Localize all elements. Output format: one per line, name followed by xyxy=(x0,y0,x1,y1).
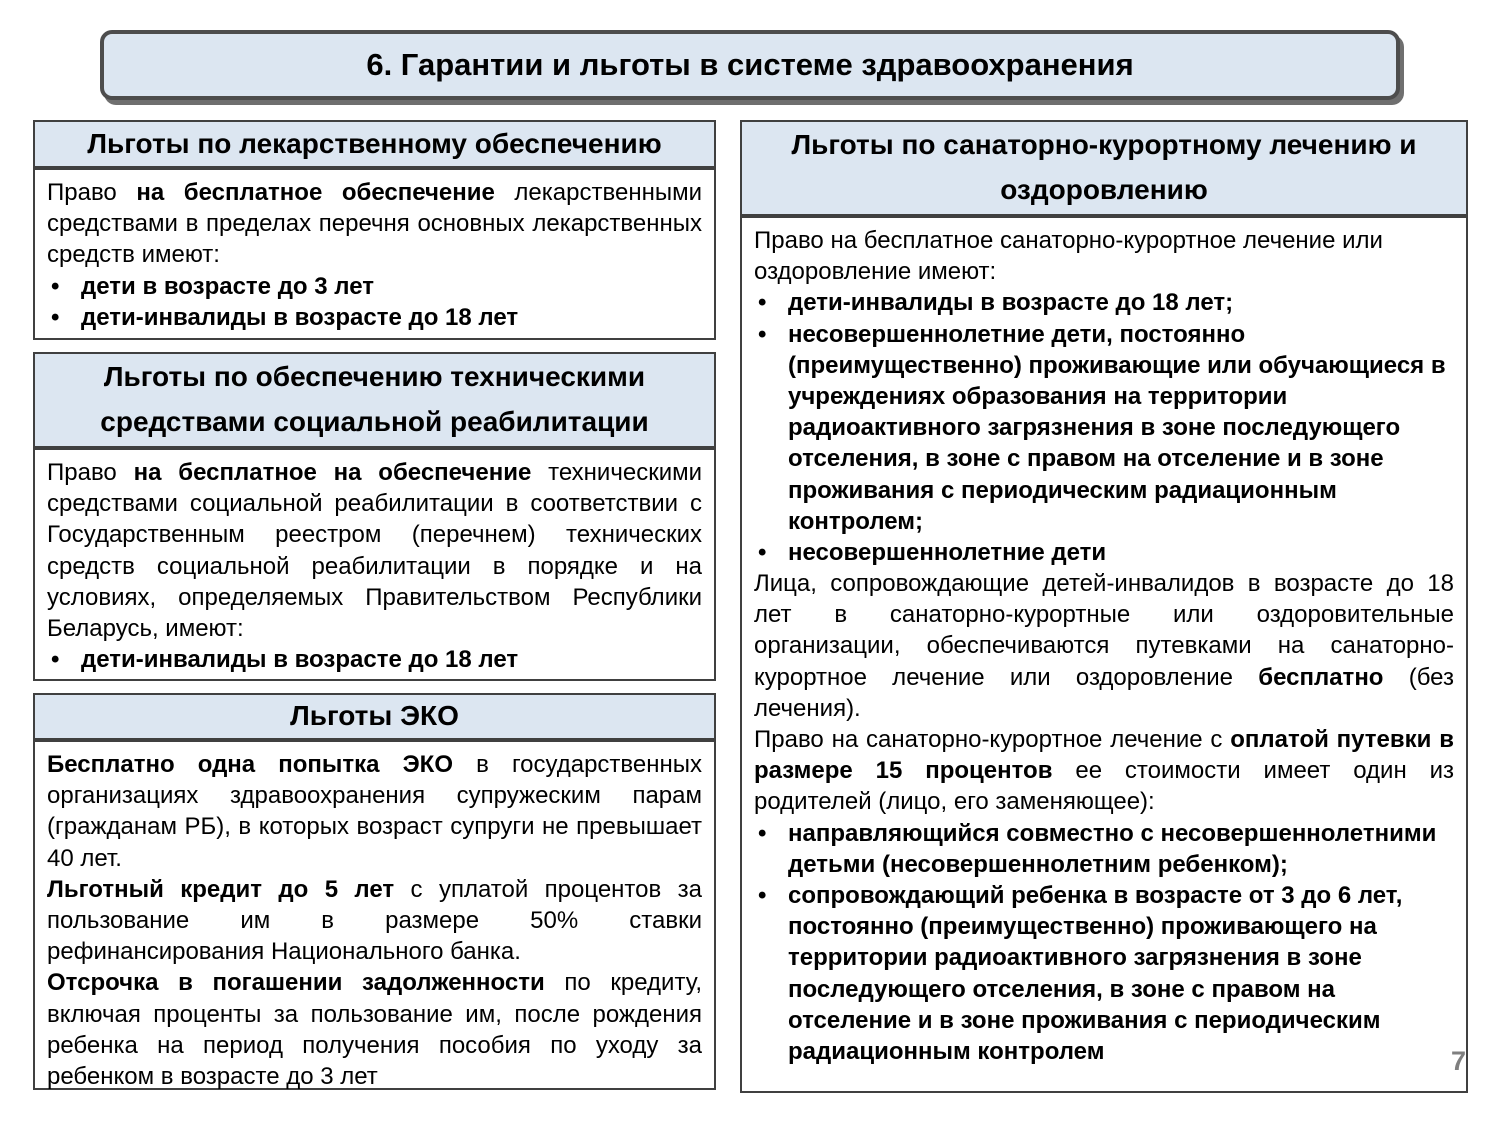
drug-benefits-body xyxy=(33,168,716,340)
bullet-dot-icon: • xyxy=(758,881,767,909)
tech-means-bullet-list xyxy=(47,644,702,675)
bullet-text: сопровождающий ребенка в возрасте от 3 до 6 лет, постоянно (преимущественно) проживающего на территории радиоактивного загрязнения в зоне последующего отселения, в зоне с правом на отселение и в зоне проживания с периодическим радиационным контролем xyxy=(788,881,1403,1065)
sanatorium-paragraph-accompany: Лица, сопровождающие детей-инвалидов в возрасте до 18 лет в санаторно-курортные или оздоровительные организации, обеспечиваются путевками на санаторно-курортное лечение или оздоровление бесплатно (без лечения). xyxy=(754,570,1454,722)
slide-title: 6. Гарантии и льготы в системе здравоохранения xyxy=(366,47,1134,82)
bullet-text: направляющийся совместно с несовершеннолетними детьми (несовершеннолетним ребенком); xyxy=(788,819,1437,878)
bullet-item xyxy=(754,319,1454,537)
page-number: 7 xyxy=(1450,1046,1466,1076)
sanatorium-intro: Право на бесплатное санаторно-курортное лечение или оздоровление имеют: xyxy=(754,227,1383,286)
sanatorium-header xyxy=(740,120,1468,216)
bullet-dot-icon: • xyxy=(51,272,60,300)
tech-means-header-label: Льготы по обеспечению техническими средствами социальной реабилитации xyxy=(100,361,649,437)
ivf-paragraph-deferral: Отсрочка в погашении задолженности по кредиту, включая проценты за пользование им, после рождения ребенка на период получения пособия по уходу за ребенком в возрасте до 3 лет xyxy=(47,969,702,1090)
tech-means-body xyxy=(33,448,716,681)
sanatorium-body xyxy=(740,216,1468,1093)
bullet-text: несовершеннолетние дети, постоянно (преимущественно) проживающие или обучающиеся в учреждениях образования на территории радиоактивного загрязнения в зоне последующего отселения, в зоне с правом на отселение и в зоне проживания с периодическим радиационным контролем; xyxy=(788,320,1446,535)
bullet-item xyxy=(47,644,702,675)
bullet-text: дети-инвалиды в возрасте до 18 лет xyxy=(81,646,519,674)
bullet-item xyxy=(47,302,702,333)
bullet-item xyxy=(754,880,1454,1067)
bullet-dot-icon: • xyxy=(51,303,60,331)
drug-benefits-intro: Право на бесплатное обеспечение лекарственными средствами в пределах перечня основных лекарственных средств имеют: xyxy=(47,179,702,269)
bullet-item xyxy=(754,537,1454,568)
sanatorium-header-label: Льготы по санаторно-курортному лечению и оздоровлению xyxy=(791,129,1417,205)
bullet-dot-icon: • xyxy=(758,320,767,348)
bullet-text: дети в возрасте до 3 лет xyxy=(81,272,374,300)
bullet-item xyxy=(47,271,702,302)
tech-means-intro: Право на бесплатное на обеспечение техническими средствами социальной реабилитации в соответствии с Государственным реестром (перечнем) технических средств социальной реабилитации в порядке и на условиях, определяемых Правительством Республики Беларусь, имеют: xyxy=(47,459,703,642)
ivf-paragraph-free-attempt: Бесплатно одна попытка ЭКО в государственных организациях здравоохранения супружеским парам (гражданам РБ), в которых возраст супруги не превышает 40 лет. xyxy=(47,751,702,872)
ivf-paragraph-credit: Льготный кредит до 5 лет с уплатой процентов за пользование им в размере 50% ставки рефинансирования Национального банка. xyxy=(47,875,702,966)
drug-benefits-header-label: Льготы по лекарственному обеспечению xyxy=(87,127,662,159)
ivf-body xyxy=(33,740,716,1090)
sanatorium-paid-bullet-list xyxy=(754,818,1454,1068)
ivf-header xyxy=(33,693,716,740)
bullet-dot-icon: • xyxy=(758,289,767,317)
slide-title-box xyxy=(100,30,1400,100)
bullet-text: дети-инвалиды в возрасте до 18 лет xyxy=(81,303,519,331)
bullet-dot-icon: • xyxy=(758,819,767,847)
sanatorium-paragraph-payment: Право на санаторно-курортное лечение с оплатой путевки в размере 15 процентов ее стоимости имеет один из родителей (лицо, его заменяющее): xyxy=(754,726,1454,816)
bullet-text: несовершеннолетние дети xyxy=(788,538,1107,566)
bullet-item xyxy=(754,287,1454,318)
tech-means-header xyxy=(33,352,716,448)
sanatorium-free-bullet-list xyxy=(754,287,1454,568)
bullet-dot-icon: • xyxy=(51,646,60,674)
drug-benefits-header xyxy=(33,120,716,168)
bullet-text: дети-инвалиды в возрасте до 18 лет; xyxy=(788,289,1234,317)
bullet-item xyxy=(754,818,1454,880)
drug-benefits-bullet-list xyxy=(47,271,702,333)
bullet-dot-icon: • xyxy=(758,538,767,566)
ivf-header-label: Льготы ЭКО xyxy=(290,700,459,732)
